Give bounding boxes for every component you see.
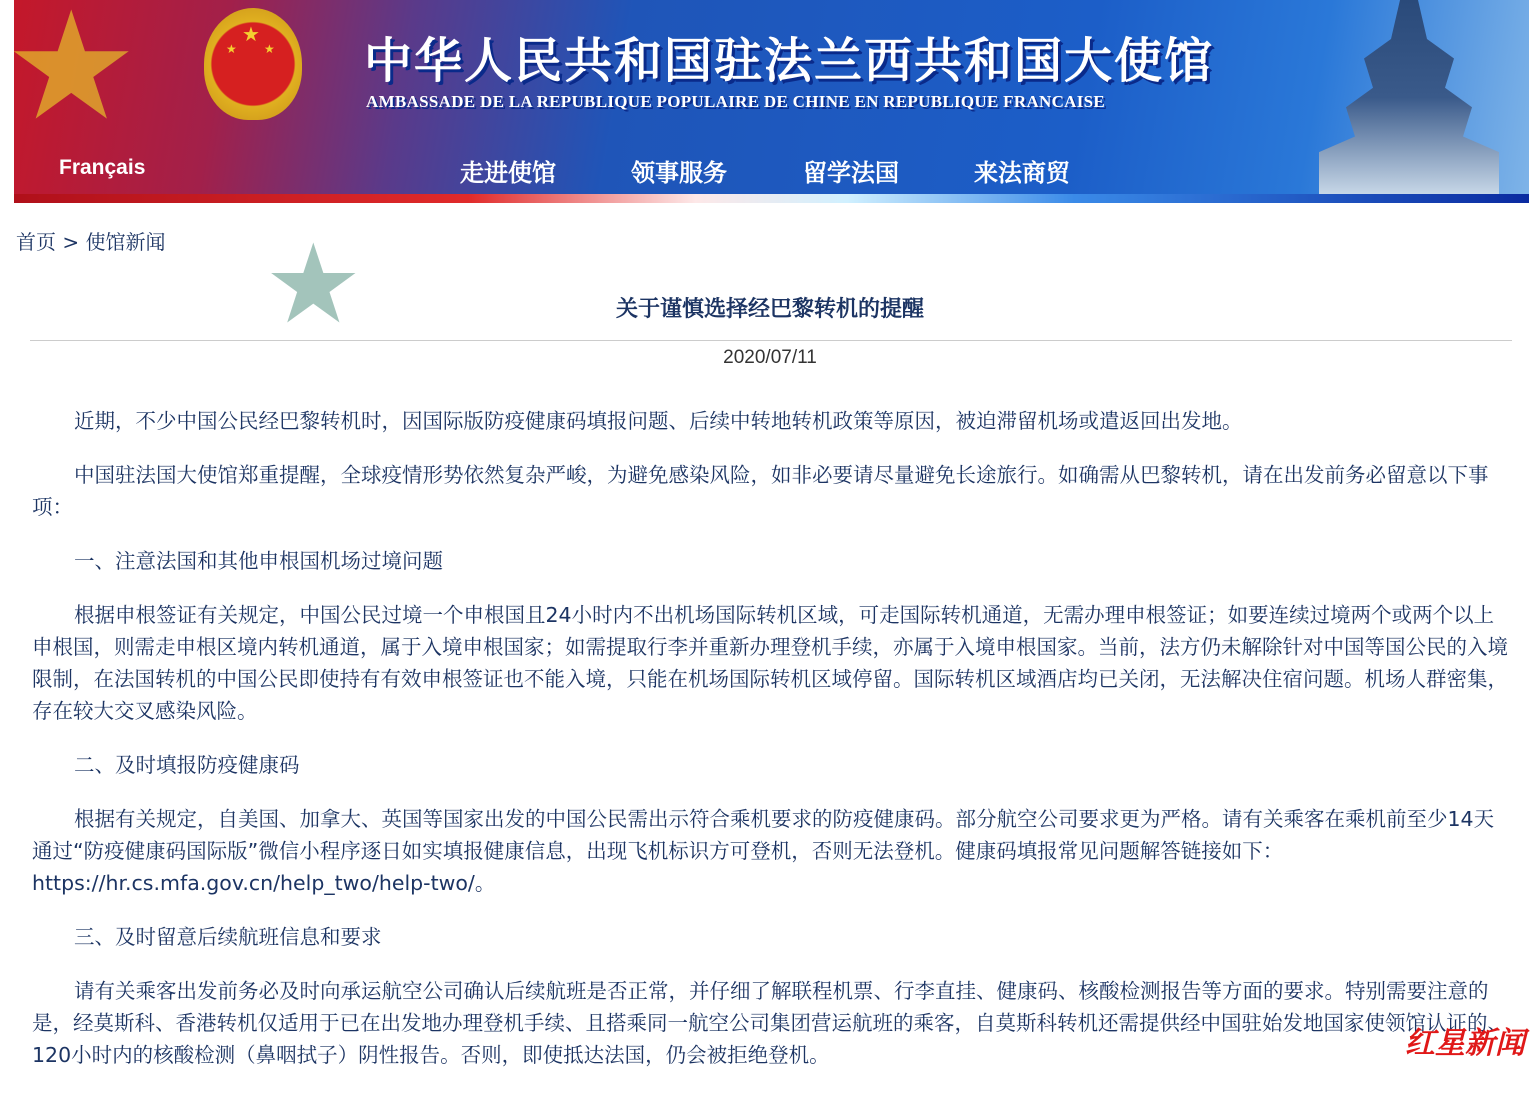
flag-star-icon: ★: [4, 0, 139, 154]
paragraph: 根据有关规定，自美国、加拿大、英国等国家出发的中国公民需出示符合乘机要求的防疫健康码。部分航空公司要求更为严格。请有关乘客在乘机前至少14天通过“防疫健康码国际版”微信小程序逐日如实填报健康信息，出现飞机标识方可登机，否则无法登机。健康码填报常见问题解答链接如下：https://hr.cs.mfa.gov.cn/help_two/help-two/。: [32, 807, 1495, 895]
article-date: 2020/07/11: [723, 347, 817, 368]
article-title: 关于谨慎选择经巴黎转机的提醒: [615, 297, 924, 322]
color-stripe: [14, 194, 1529, 203]
nav-study-in-france[interactable]: 留学法国: [803, 159, 899, 187]
paragraph: 根据申根签证有关规定，中国公民过境一个申根国且24小时内不出机场国际转机区域，可走国际转机通道，无需办理申根签证；如要连续过境两个或两个以上申根国，则需走申根区境内转机通道，属于入境申根国家；如需提取行李并重新办理登机手续，亦属于入境申根国家。当前，法方仍未解除针对中国等国公民的入境限制，在法国转机的中国公民即使持有有效申根签证也不能入境，只能在机场国际转机区域停留。国际转机区域酒店均已关闭，无法解决住宿问题。机场人群密集，存在较大交叉感染风险。: [32, 603, 1508, 723]
national-emblem-icon: ★ ★ ★: [204, 8, 302, 120]
divider: [30, 340, 1512, 341]
site-title-fr: AMBASSADE DE LA REPUBLIQUE POPULAIRE DE CHINE EN REPUBLIQUE FRANCAISE: [366, 92, 1106, 111]
breadcrumb-section[interactable]: 使馆新闻: [85, 230, 166, 254]
language-link-french[interactable]: Français: [59, 156, 146, 179]
flag-star-icon: ★: [264, 220, 363, 348]
watermark-logo: 红星新闻: [1405, 1026, 1525, 1061]
paragraph: 请有关乘客出发前务必及时向承运航空公司确认后续航班是否正常，并仔细了解联程机票、行李直挂、健康码、核酸检测报告等方面的要求。特别需要注意的是，经莫斯科、香港转机仅适用于已在出发地办理登机手续、且搭乘同一航空公司集团营运航班的乘客，自莫斯科转机还需提供经中国驻始发地国家使领馆认证的、120小时内的核酸检测（鼻咽拭子）阴性报告。否则，即使抵达法国，仍会被拒绝登机。: [32, 979, 1508, 1067]
breadcrumb-home[interactable]: 首页: [16, 230, 56, 254]
paragraph: 近期，不少中国公民经巴黎转机时，因国际版防疫健康码填报问题、后续中转地转机政策等原因，被迫滞留机场或遣返回出发地。: [74, 409, 1243, 433]
section-heading: 一、注意法国和其他申根国机场过境问题: [74, 549, 443, 573]
breadcrumb-separator: >: [56, 230, 86, 254]
article-body: [32, 405, 1510, 1093]
section-heading: 二、及时填报防疫健康码: [74, 753, 300, 777]
paragraph: 中国驻法国大使馆郑重提醒，全球疫情形势依然复杂严峻，为避免感染风险，如非必要请尽量避免长途旅行。如确需从巴黎转机，请在出发前务必留意以下事项：: [32, 463, 1489, 519]
nav-trade[interactable]: 来法商贸: [974, 159, 1070, 187]
site-title-cn: 中华人民共和国驻法兰西共和国大使馆: [364, 33, 1215, 89]
nav-about-embassy[interactable]: 走进使馆: [460, 159, 556, 187]
nav-consular-services[interactable]: 领事服务: [631, 159, 727, 187]
temple-of-heaven-image: [1319, 0, 1499, 195]
section-heading: 三、及时留意后续航班信息和要求: [74, 925, 382, 949]
breadcrumb: [16, 226, 165, 255]
